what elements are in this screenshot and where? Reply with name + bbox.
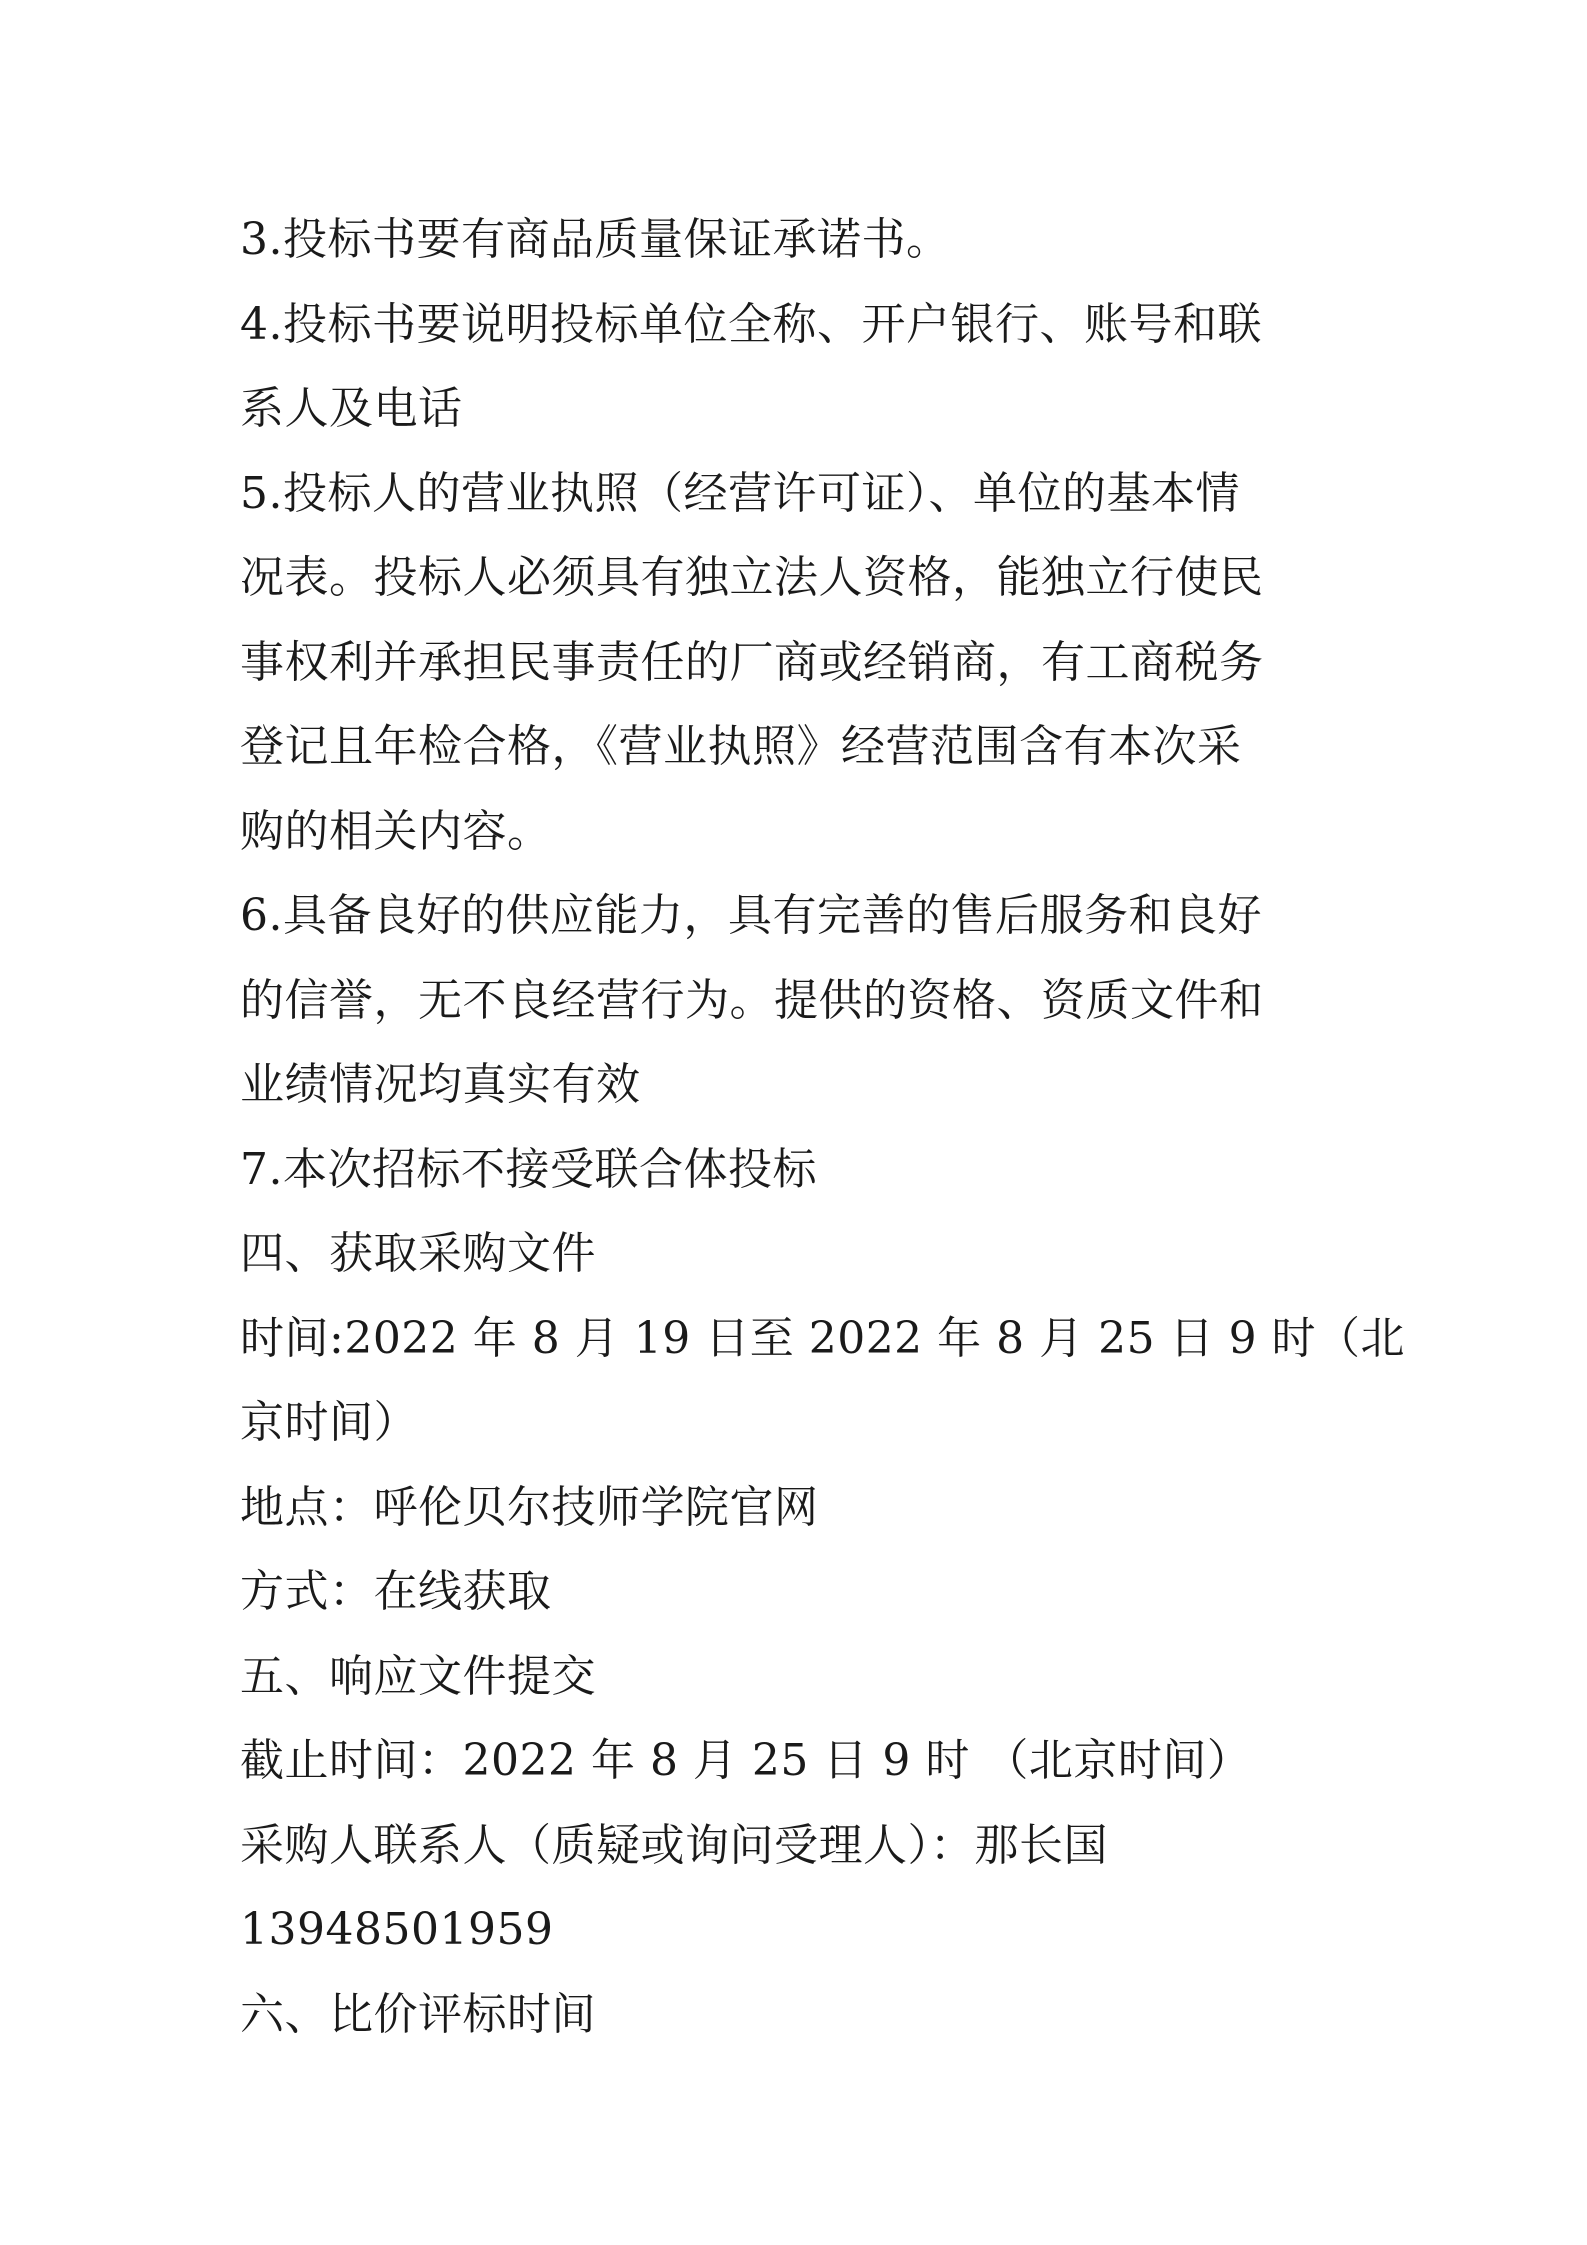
contact-person-line: 采购人联系人（质疑或询问受理人）：那长国 bbox=[240, 1819, 1108, 1871]
section-5-heading: 五、响应文件提交 bbox=[240, 1650, 596, 1702]
requirement-5-line-2: 况表。投标人必须具有独立法人资格，能独立行使民 bbox=[240, 552, 1264, 603]
acquisition-time-line-1: 时间:2022 年 8 月 19 日至 2022 年 8 月 25 日 9 时（北 bbox=[240, 1312, 1406, 1364]
acquisition-time-line-2: 京时间） bbox=[240, 1397, 418, 1448]
requirement-5-line-3: 事权利并承担民事责任的厂商或经销商，有工商税务 bbox=[240, 636, 1264, 688]
requirement-5-line-1: 5.投标人的营业执照（经营许可证）、单位的基本情 bbox=[240, 467, 1240, 519]
section-4-heading: 四、获取采购文件 bbox=[240, 1228, 596, 1279]
requirement-6-line-1: 6.具备良好的供应能力，具有完善的售后服务和良好 bbox=[240, 890, 1262, 941]
requirement-6-line-2: 的信誉，无不良经营行为。提供的资格、资质文件和 bbox=[240, 974, 1264, 1026]
document-body bbox=[240, 198, 1406, 2057]
acquisition-method-line: 方式：在线获取 bbox=[240, 1566, 552, 1617]
acquisition-location-line: 地点：呼伦贝尔技师学院官网 bbox=[240, 1481, 819, 1533]
requirement-4-line-2: 系人及电话 bbox=[240, 383, 463, 434]
requirement-5-line-4: 登记且年检合格，《营业执照》经营范围含有本次采 bbox=[240, 721, 1242, 772]
contact-phone-line: 13948501959 bbox=[240, 1904, 554, 1955]
requirement-4-line-1: 4.投标书要说明投标单位全称、开户银行、账号和联 bbox=[240, 298, 1262, 350]
requirement-7-line: 7.本次招标不接受联合体投标 bbox=[240, 1143, 817, 1195]
requirement-5-line-5: 购的相关内容。 bbox=[240, 805, 552, 857]
section-6-heading: 六、比价评标时间 bbox=[240, 1988, 596, 2040]
requirement-3-line: 3.投标书要有商品质量保证承诺书。 bbox=[240, 214, 951, 265]
submission-deadline-line: 截止时间：2022 年 8 月 25 日 9 时 （北京时间） bbox=[240, 1735, 1252, 1786]
requirement-6-line-3: 业绩情况均真实有效 bbox=[240, 1059, 641, 1110]
